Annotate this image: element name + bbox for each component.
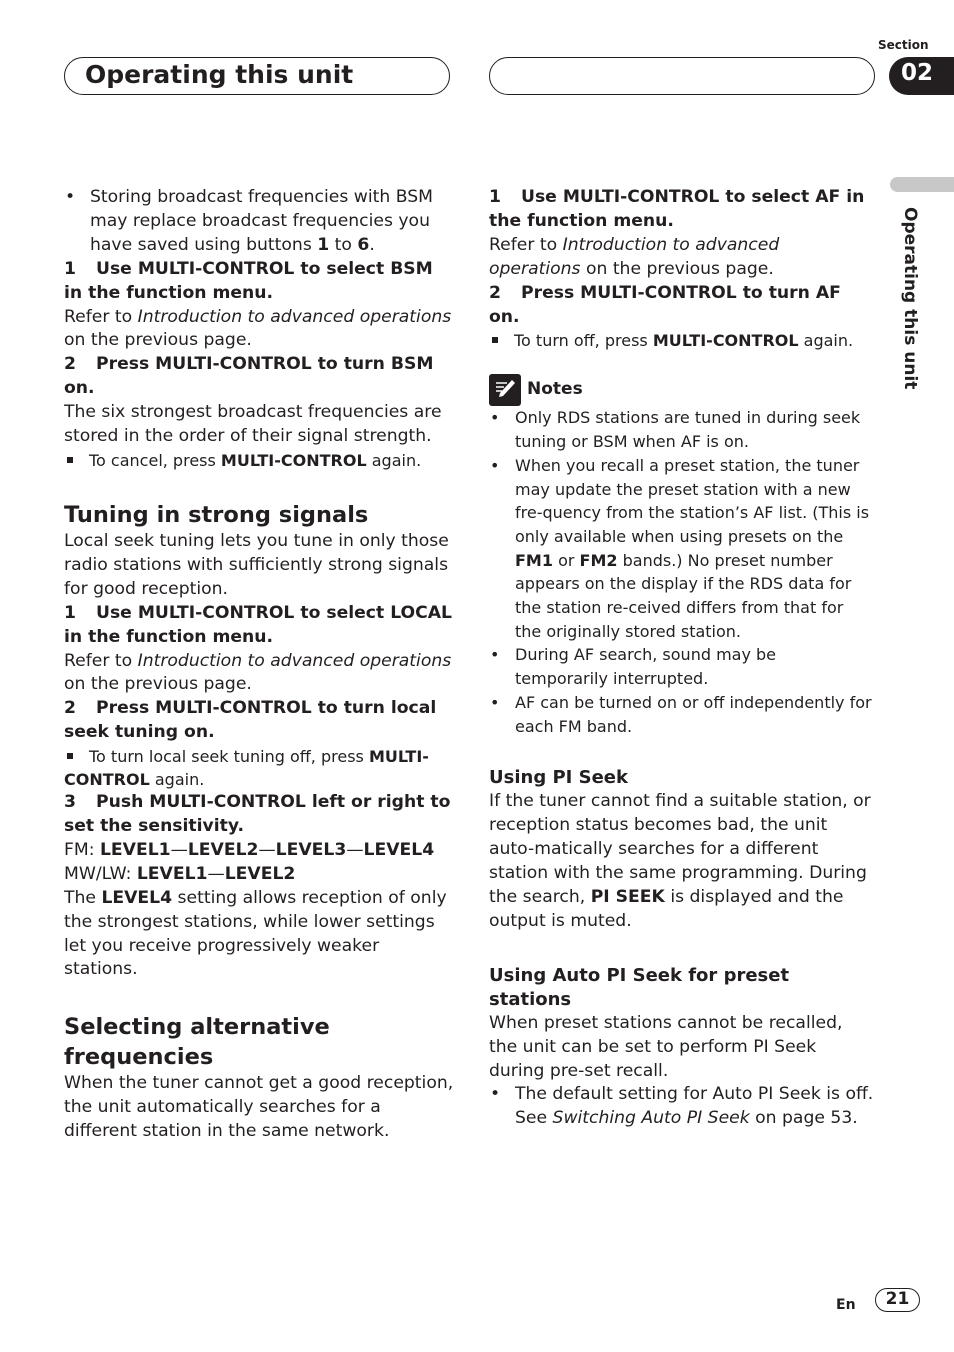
page-title: Operating this unit: [85, 60, 354, 89]
auto-pi-note: • The default setting for Auto PI Seek is off. See Switching Auto PI Seek on page 53.: [489, 1083, 874, 1131]
tuning-refer: Refer to Introduction to advanced operations on the previous page.: [64, 650, 452, 695]
bsm-refer: Refer to Introduction to advanced operations on the previous page.: [64, 306, 452, 351]
page-number: 21: [875, 1288, 920, 1312]
page-title-frame: [64, 57, 450, 95]
left-column: [64, 186, 456, 1144]
tuning-step-1: 1 Use MULTI-CONTROL to select LOCAL in the function menu.: [64, 602, 453, 647]
tuning-heading: Tuning in strong signals: [64, 501, 369, 528]
note-item-1: • Only RDS stations are tuned in during seek tuning or BSM when AF is on.: [489, 406, 874, 453]
notes-label: Notes: [527, 379, 583, 400]
auto-pi-body: When preset stations cannot be recalled, the unit can be set to perform PI Seek during pre-set recall.: [489, 1012, 843, 1081]
side-tab-marker: [890, 177, 954, 192]
tuning-step-3: 3 Push MULTI-CONTROL left or right to set the sensitivity.: [64, 792, 451, 837]
note-item-3: • During AF search, sound may be temporarily interrupted.: [489, 643, 874, 690]
bsm-body: The six strongest broadcast frequencies are stored in the order of their signal strength.: [64, 402, 442, 447]
auto-pi-heading: Using Auto PI Seek for preset stations: [489, 964, 790, 1010]
bsm-step-2: 2 Press MULTI-CONTROL to turn BSM on.: [64, 354, 434, 399]
tuning-step-2: 2 Press MULTI-CONTROL to turn local seek tuning on.: [64, 698, 437, 743]
note-item-4: • AF can be turned on or off independently for each FM band.: [489, 691, 874, 738]
bsm-note: • Storing broadcast frequencies with BSM may replace broadcast frequencies you have saved using buttons 1 to 6.: [64, 186, 456, 258]
tuning-off-note: To turn local seek tuning off, press MULTI-CONTROL again.: [64, 745, 456, 791]
bsm-step-1: 1 Use MULTI-CONTROL to select BSM in the function menu.: [64, 258, 433, 303]
af-off-note: To turn off, press MULTI-CONTROL again.: [489, 329, 874, 352]
level4-body: The LEVEL4 setting allows reception of only the strongest stations, while lower settings let you receive progressively weaker stations.: [64, 887, 447, 980]
mw-levels: MW/LW: LEVEL1—LEVEL2: [64, 863, 296, 884]
note-item-2: • When you recall a preset station, the tuner may update the preset station with a new fre-quency from the station’s AF list. (This is only available when using presets on the FM1 or FM2 bands.) No preset number appears on the display if the RDS data for the station re-ceived differs from that for the originally stored station.: [489, 454, 874, 644]
header-blank-frame: [489, 57, 875, 95]
right-column: [489, 186, 874, 1131]
af-refer: Refer to Introduction to advanced operations on the previous page.: [489, 234, 780, 279]
pencil-note-icon: [489, 374, 521, 406]
language-code: En: [836, 1297, 856, 1313]
af-step-2: 2 Press MULTI-CONTROL to turn AF on.: [489, 282, 841, 327]
af-step-1: 1 Use MULTI-CONTROL to select AF in the function menu.: [489, 187, 865, 231]
side-tab-label: Operating this unit: [900, 207, 920, 390]
tuning-body: Local seek tuning lets you tune in only those radio stations with sufficiently strong signals for good reception.: [64, 530, 449, 599]
notes-header: [489, 374, 874, 406]
section-label: Section: [878, 38, 929, 52]
fm-levels: FM: LEVEL1—LEVEL2—LEVEL3—LEVEL4: [64, 839, 435, 860]
bsm-cancel: To cancel, press MULTI-CONTROL again.: [64, 449, 456, 472]
pi-seek-body: If the tuner cannot find a suitable station, or reception status becomes bad, the unit auto-matically searches for a different station with the same programming. During the search, PI SEEK is displayed and the output is muted.: [489, 791, 871, 931]
af-heading: Selecting alternative frequencies: [64, 1014, 330, 1071]
af-body: When the tuner cannot get a good reception, the unit automatically searches for a different station in the same network.: [64, 1073, 454, 1142]
section-number: 02: [889, 57, 954, 95]
pi-seek-heading: Using PI Seek: [489, 767, 628, 789]
